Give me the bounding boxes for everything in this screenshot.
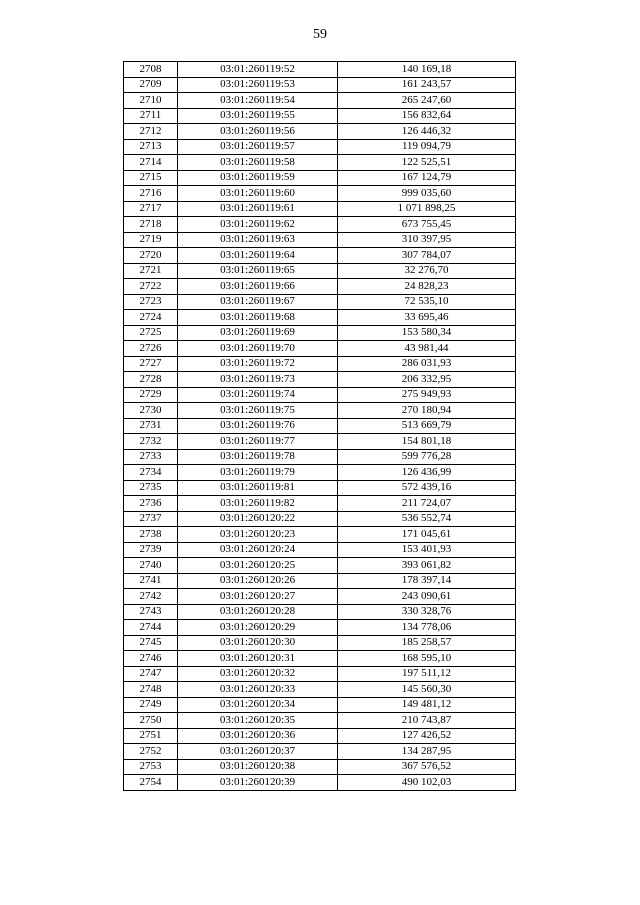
cadastral-number-cell: 03:01:260120:26	[178, 573, 338, 589]
table-row	[124, 558, 516, 574]
value-cell: 145 560,30	[338, 682, 516, 698]
table-row	[124, 527, 516, 543]
row-number-cell: 2743	[124, 604, 178, 620]
row-number-cell: 2718	[124, 217, 178, 233]
cadastral-number-cell: 03:01:260119:69	[178, 325, 338, 341]
table-row	[124, 480, 516, 496]
row-number-cell: 2727	[124, 356, 178, 372]
cadastral-number-cell: 03:01:260119:70	[178, 341, 338, 357]
row-number-cell: 2741	[124, 573, 178, 589]
row-number-cell: 2739	[124, 542, 178, 558]
table-row	[124, 697, 516, 713]
cadastral-number-cell: 03:01:260120:36	[178, 728, 338, 744]
value-cell: 536 552,74	[338, 511, 516, 527]
row-number-cell: 2708	[124, 62, 178, 78]
cadastral-number-cell: 03:01:260119:82	[178, 496, 338, 512]
table-row	[124, 155, 516, 171]
row-number-cell: 2714	[124, 155, 178, 171]
table-row	[124, 496, 516, 512]
row-number-cell: 2716	[124, 186, 178, 202]
cadastral-number-cell: 03:01:260119:57	[178, 139, 338, 155]
row-number-cell: 2721	[124, 263, 178, 279]
cadastral-number-cell: 03:01:260120:25	[178, 558, 338, 574]
row-number-cell: 2720	[124, 248, 178, 264]
cadastral-number-cell: 03:01:260119:61	[178, 201, 338, 217]
table-row	[124, 589, 516, 605]
row-number-cell: 2732	[124, 434, 178, 450]
table-row	[124, 263, 516, 279]
value-cell: 211 724,07	[338, 496, 516, 512]
row-number-cell: 2730	[124, 403, 178, 419]
cadastral-number-cell: 03:01:260119:60	[178, 186, 338, 202]
cadastral-number-cell: 03:01:260120:30	[178, 635, 338, 651]
table-row	[124, 62, 516, 78]
row-number-cell: 2754	[124, 775, 178, 791]
table-row	[124, 217, 516, 233]
row-number-cell: 2735	[124, 480, 178, 496]
value-cell: 119 094,79	[338, 139, 516, 155]
row-number-cell: 2717	[124, 201, 178, 217]
row-number-cell: 2712	[124, 124, 178, 140]
cadastral-number-cell: 03:01:260120:39	[178, 775, 338, 791]
table-row	[124, 325, 516, 341]
cadastral-number-cell: 03:01:260119:67	[178, 294, 338, 310]
value-cell: 134 778,06	[338, 620, 516, 636]
table-row	[124, 775, 516, 791]
row-number-cell: 2713	[124, 139, 178, 155]
cadastral-number-cell: 03:01:260120:37	[178, 744, 338, 760]
row-number-cell: 2738	[124, 527, 178, 543]
cadastral-number-cell: 03:01:260120:23	[178, 527, 338, 543]
value-cell: 24 828,23	[338, 279, 516, 295]
value-cell: 156 832,64	[338, 108, 516, 124]
value-cell: 149 481,12	[338, 697, 516, 713]
cadastral-number-cell: 03:01:260119:65	[178, 263, 338, 279]
row-number-cell: 2751	[124, 728, 178, 744]
value-cell: 168 595,10	[338, 651, 516, 667]
value-cell: 1 071 898,25	[338, 201, 516, 217]
row-number-cell: 2748	[124, 682, 178, 698]
value-cell: 127 426,52	[338, 728, 516, 744]
row-number-cell: 2725	[124, 325, 178, 341]
row-number-cell: 2724	[124, 310, 178, 326]
table-row	[124, 279, 516, 295]
table-row	[124, 449, 516, 465]
cadastral-number-cell: 03:01:260119:64	[178, 248, 338, 264]
value-cell: 243 090,61	[338, 589, 516, 605]
table-row	[124, 294, 516, 310]
row-number-cell: 2710	[124, 93, 178, 109]
value-cell: 140 169,18	[338, 62, 516, 78]
value-cell: 206 332,95	[338, 372, 516, 388]
table-row	[124, 744, 516, 760]
row-number-cell: 2729	[124, 387, 178, 403]
value-cell: 171 045,61	[338, 527, 516, 543]
table-row	[124, 604, 516, 620]
row-number-cell: 2731	[124, 418, 178, 434]
cadastral-number-cell: 03:01:260119:66	[178, 279, 338, 295]
table-row	[124, 728, 516, 744]
cadastral-number-cell: 03:01:260120:29	[178, 620, 338, 636]
value-cell: 154 801,18	[338, 434, 516, 450]
cadastral-number-cell: 03:01:260119:62	[178, 217, 338, 233]
cadastral-number-cell: 03:01:260119:52	[178, 62, 338, 78]
row-number-cell: 2715	[124, 170, 178, 186]
value-cell: 572 439,16	[338, 480, 516, 496]
table-row	[124, 77, 516, 93]
table-row	[124, 124, 516, 140]
table-row	[124, 713, 516, 729]
cadastral-number-cell: 03:01:260119:63	[178, 232, 338, 248]
value-cell: 126 436,99	[338, 465, 516, 481]
table-row	[124, 356, 516, 372]
value-cell: 513 669,79	[338, 418, 516, 434]
table-row	[124, 542, 516, 558]
row-number-cell: 2737	[124, 511, 178, 527]
cadastral-number-cell: 03:01:260119:81	[178, 480, 338, 496]
cadastral-number-cell: 03:01:260119:68	[178, 310, 338, 326]
table-row	[124, 682, 516, 698]
table-body	[124, 62, 516, 791]
cadastral-number-cell: 03:01:260120:24	[178, 542, 338, 558]
value-cell: 185 258,57	[338, 635, 516, 651]
value-cell: 72 535,10	[338, 294, 516, 310]
value-cell: 153 580,34	[338, 325, 516, 341]
value-cell: 33 695,46	[338, 310, 516, 326]
cadastral-number-cell: 03:01:260119:78	[178, 449, 338, 465]
cadastral-number-cell: 03:01:260120:27	[178, 589, 338, 605]
row-number-cell: 2752	[124, 744, 178, 760]
table-row	[124, 170, 516, 186]
row-number-cell: 2709	[124, 77, 178, 93]
row-number-cell: 2711	[124, 108, 178, 124]
table-row	[124, 651, 516, 667]
row-number-cell: 2749	[124, 697, 178, 713]
value-cell: 270 180,94	[338, 403, 516, 419]
table-row	[124, 93, 516, 109]
row-number-cell: 2744	[124, 620, 178, 636]
table-row	[124, 372, 516, 388]
table-row	[124, 511, 516, 527]
page-number: 59	[313, 27, 327, 42]
row-number-cell: 2746	[124, 651, 178, 667]
value-cell: 275 949,93	[338, 387, 516, 403]
table-row	[124, 186, 516, 202]
table-row	[124, 465, 516, 481]
value-cell: 167 124,79	[338, 170, 516, 186]
table-row	[124, 139, 516, 155]
cadastral-number-cell: 03:01:260119:59	[178, 170, 338, 186]
cadastral-number-cell: 03:01:260120:34	[178, 697, 338, 713]
table-row	[124, 403, 516, 419]
table-row	[124, 387, 516, 403]
cadastral-number-cell: 03:01:260119:77	[178, 434, 338, 450]
cadastral-number-cell: 03:01:260119:54	[178, 93, 338, 109]
value-cell: 32 276,70	[338, 263, 516, 279]
value-cell: 367 576,52	[338, 759, 516, 775]
cadastral-number-cell: 03:01:260119:58	[178, 155, 338, 171]
cadastral-number-cell: 03:01:260120:31	[178, 651, 338, 667]
value-cell: 330 328,76	[338, 604, 516, 620]
cadastral-number-cell: 03:01:260119:72	[178, 356, 338, 372]
table-row	[124, 620, 516, 636]
cadastral-number-cell: 03:01:260120:28	[178, 604, 338, 620]
row-number-cell: 2733	[124, 449, 178, 465]
value-cell: 178 397,14	[338, 573, 516, 589]
cadastral-number-cell: 03:01:260119:56	[178, 124, 338, 140]
table-row	[124, 201, 516, 217]
table-row	[124, 108, 516, 124]
value-cell: 126 446,32	[338, 124, 516, 140]
table-row	[124, 573, 516, 589]
row-number-cell: 2719	[124, 232, 178, 248]
row-number-cell: 2742	[124, 589, 178, 605]
row-number-cell: 2747	[124, 666, 178, 682]
value-cell: 153 401,93	[338, 542, 516, 558]
cadastral-number-cell: 03:01:260120:32	[178, 666, 338, 682]
value-cell: 286 031,93	[338, 356, 516, 372]
value-cell: 134 287,95	[338, 744, 516, 760]
row-number-cell: 2726	[124, 341, 178, 357]
cadastral-number-cell: 03:01:260120:33	[178, 682, 338, 698]
table-row	[124, 232, 516, 248]
row-number-cell: 2722	[124, 279, 178, 295]
table-row	[124, 759, 516, 775]
cadastral-number-cell: 03:01:260120:22	[178, 511, 338, 527]
value-cell: 43 981,44	[338, 341, 516, 357]
cadastral-number-cell: 03:01:260119:73	[178, 372, 338, 388]
cadastral-number-cell: 03:01:260119:53	[178, 77, 338, 93]
value-cell: 161 243,57	[338, 77, 516, 93]
table-row	[124, 310, 516, 326]
cadastral-number-cell: 03:01:260119:74	[178, 387, 338, 403]
row-number-cell: 2753	[124, 759, 178, 775]
row-number-cell: 2750	[124, 713, 178, 729]
data-table	[123, 61, 516, 791]
cadastral-number-cell: 03:01:260119:55	[178, 108, 338, 124]
value-cell: 210 743,87	[338, 713, 516, 729]
table-row	[124, 434, 516, 450]
value-cell: 999 035,60	[338, 186, 516, 202]
value-cell: 307 784,07	[338, 248, 516, 264]
row-number-cell: 2740	[124, 558, 178, 574]
value-cell: 393 061,82	[338, 558, 516, 574]
row-number-cell: 2736	[124, 496, 178, 512]
value-cell: 490 102,03	[338, 775, 516, 791]
value-cell: 122 525,51	[338, 155, 516, 171]
cadastral-number-cell: 03:01:260120:35	[178, 713, 338, 729]
cadastral-number-cell: 03:01:260119:79	[178, 465, 338, 481]
row-number-cell: 2728	[124, 372, 178, 388]
value-cell: 197 511,12	[338, 666, 516, 682]
table-row	[124, 418, 516, 434]
table-row	[124, 248, 516, 264]
value-cell: 265 247,60	[338, 93, 516, 109]
cadastral-number-cell: 03:01:260119:75	[178, 403, 338, 419]
row-number-cell: 2745	[124, 635, 178, 651]
cadastral-number-cell: 03:01:260119:76	[178, 418, 338, 434]
row-number-cell: 2723	[124, 294, 178, 310]
table-row	[124, 635, 516, 651]
cadastral-number-cell: 03:01:260120:38	[178, 759, 338, 775]
value-cell: 599 776,28	[338, 449, 516, 465]
row-number-cell: 2734	[124, 465, 178, 481]
value-cell: 673 755,45	[338, 217, 516, 233]
table-row	[124, 666, 516, 682]
value-cell: 310 397,95	[338, 232, 516, 248]
table-row	[124, 341, 516, 357]
